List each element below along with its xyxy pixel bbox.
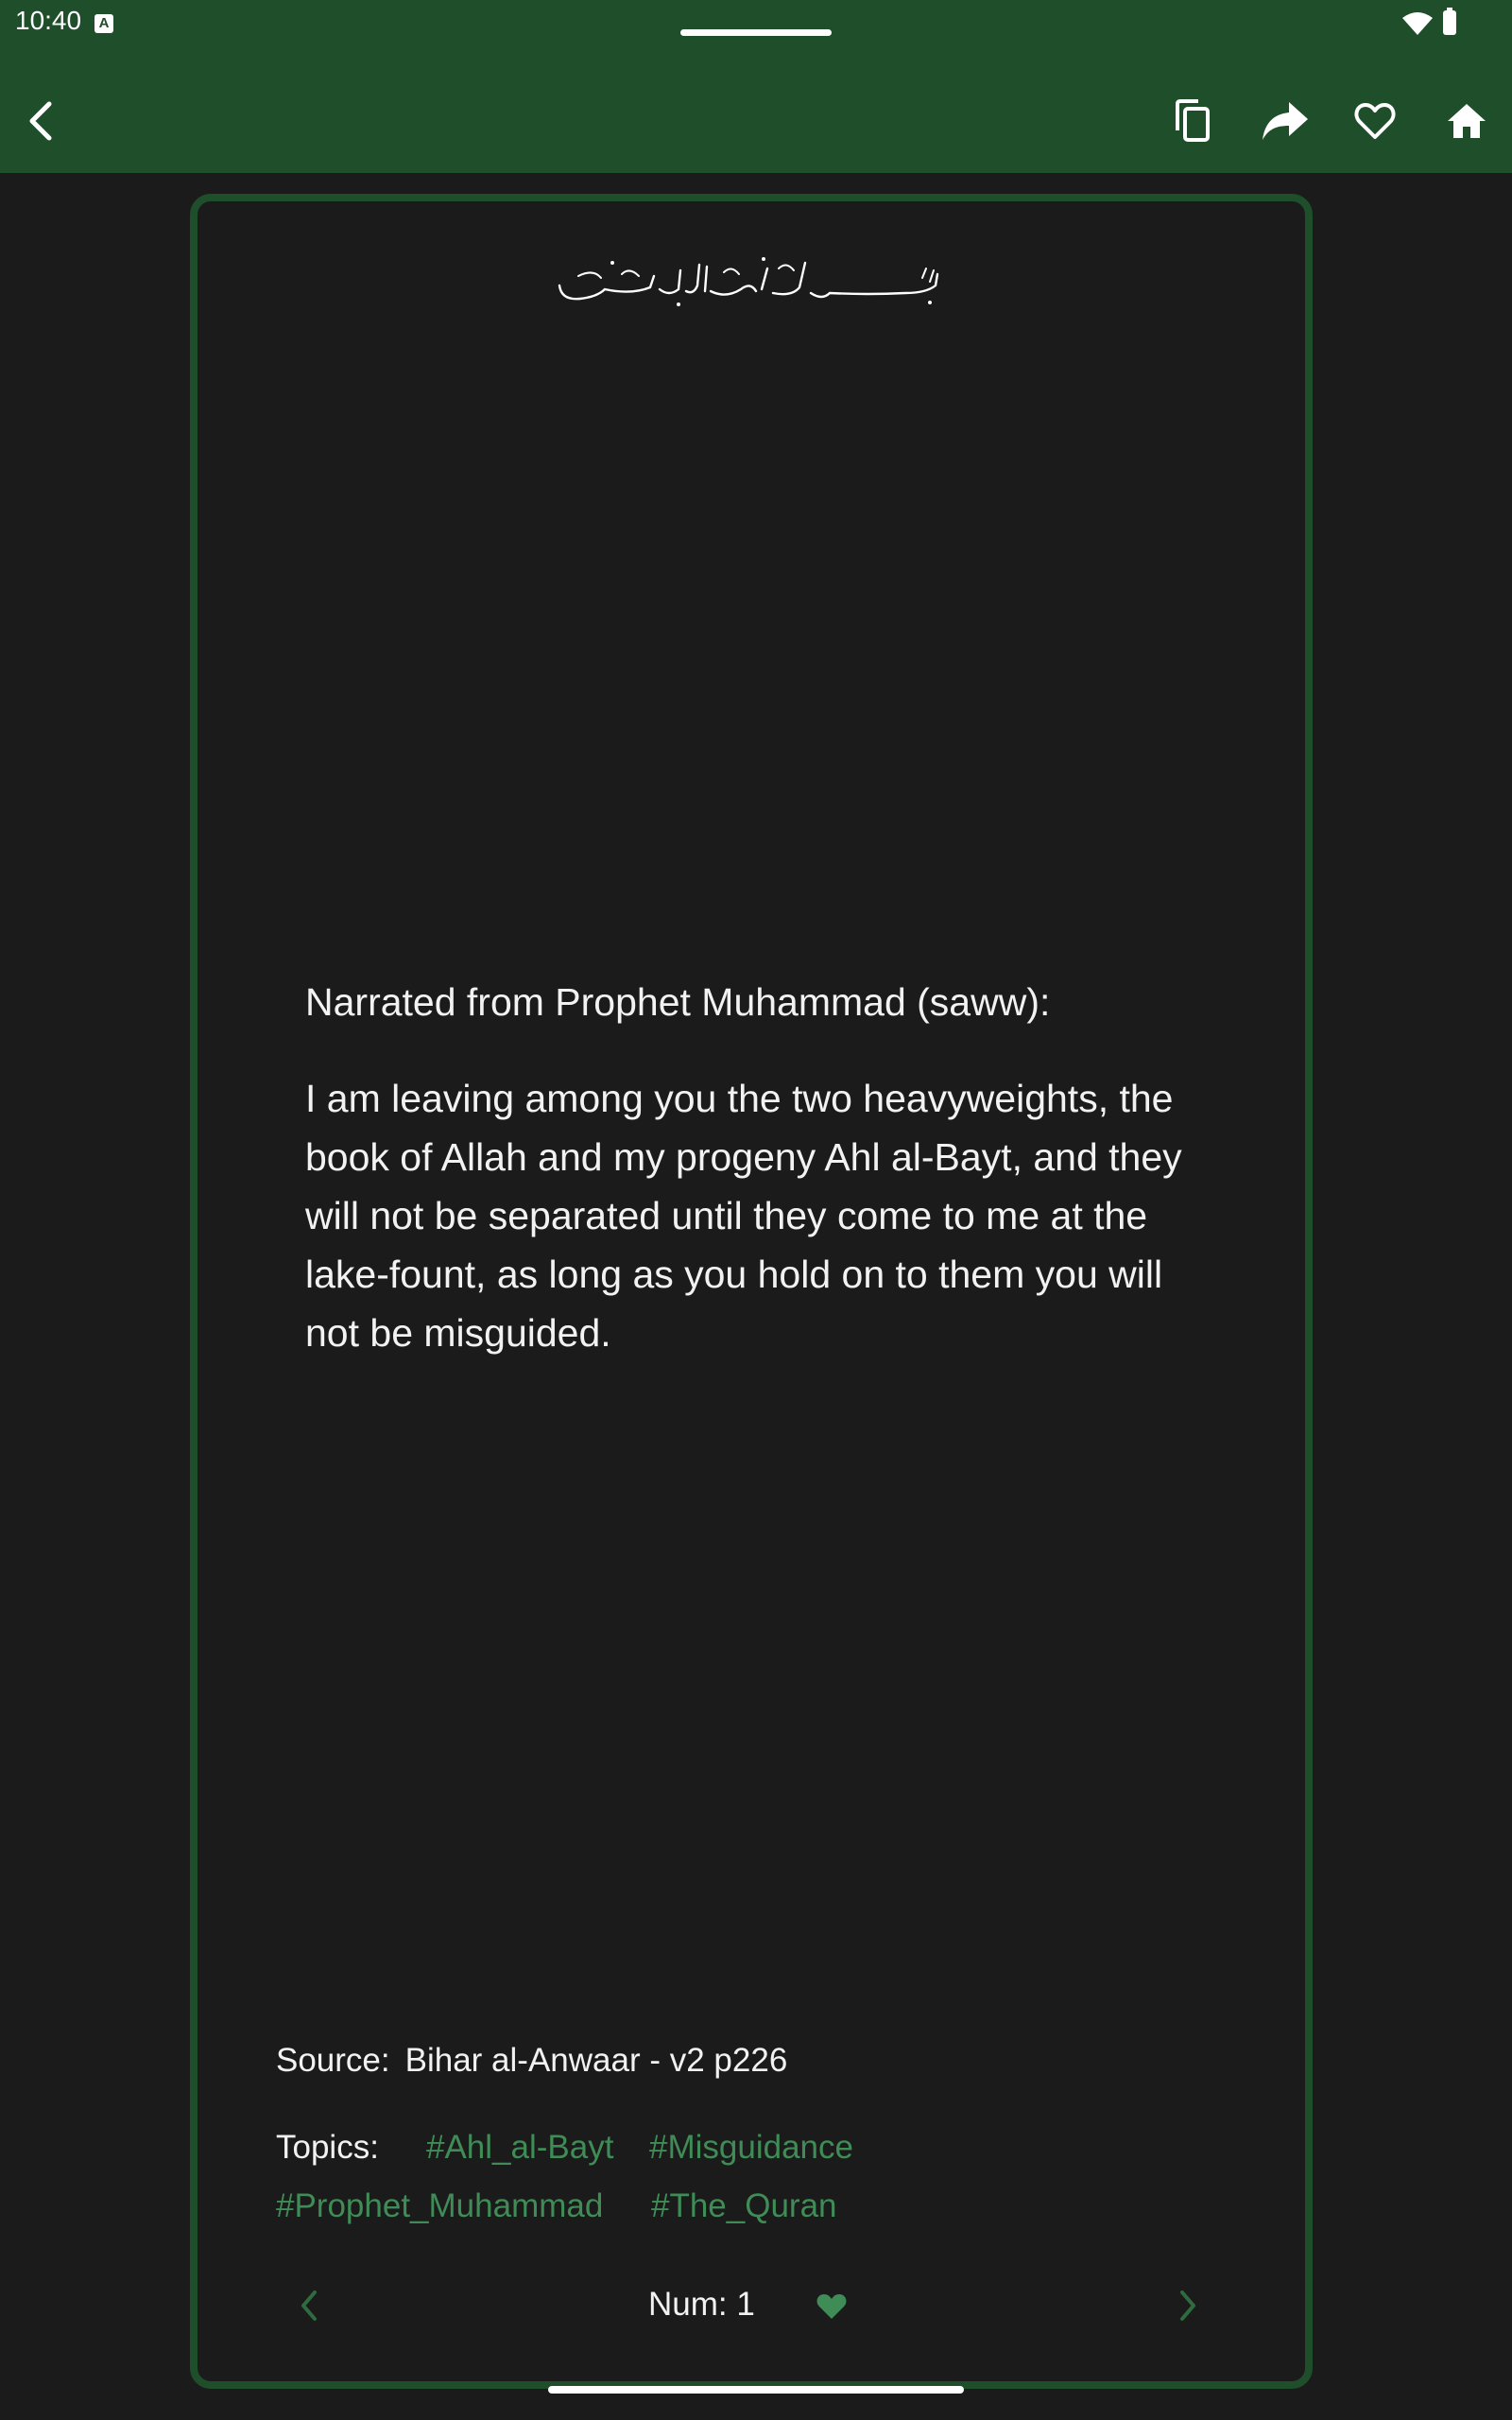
- topic-tag-misguidance[interactable]: #Misguidance: [649, 2129, 853, 2166]
- home-button[interactable]: [1438, 93, 1495, 149]
- hadith-text: I am leaving among you the two heavyweights, the book of Allah and my progeny Ahl al-Bayt, and they will not be separated until they come to me at the lake-fount, as long as you hold on to them you will not be misguided.: [305, 1077, 1182, 1355]
- topic-tag-the-quran[interactable]: #The_Quran: [651, 2187, 837, 2224]
- app-bar: [0, 0, 1512, 173]
- favorite-button[interactable]: [1347, 93, 1403, 149]
- favorite-toggle[interactable]: [811, 2286, 852, 2327]
- back-arrow-icon: [25, 100, 59, 142]
- hadith-number: Num: 1: [648, 2286, 755, 2323]
- topic-tag-prophet-muhammad[interactable]: #Prophet_Muhammad: [276, 2187, 604, 2224]
- source-label: Source:: [276, 2042, 390, 2079]
- home-icon: [1446, 102, 1487, 140]
- back-button[interactable]: [13, 93, 70, 149]
- status-time: 10:40: [15, 6, 82, 35]
- heart-filled-icon: [816, 2292, 848, 2321]
- topics-label: Topics:: [276, 2129, 379, 2166]
- wifi-icon: [1401, 10, 1434, 37]
- battery-icon: [1443, 10, 1456, 35]
- share-button[interactable]: [1257, 93, 1314, 149]
- share-icon: [1261, 100, 1310, 142]
- copy-icon: [1172, 98, 1213, 144]
- topic-tag-ahl-al-bayt[interactable]: #Ahl_al-Bayt: [426, 2129, 614, 2166]
- source-line: [276, 2042, 787, 2080]
- next-hadith-button[interactable]: [1164, 2282, 1211, 2329]
- copy-button[interactable]: [1164, 93, 1221, 149]
- basmala-calligraphy: [556, 248, 947, 312]
- status-pill: [680, 29, 832, 36]
- source-value: Bihar al-Anwaar - v2 p226: [404, 2042, 788, 2079]
- gesture-bar: [548, 2386, 964, 2394]
- previous-hadith-button[interactable]: [285, 2282, 333, 2329]
- heart-outline-icon: [1354, 102, 1396, 140]
- narrator-line: Narrated from Prophet Muhammad (saww):: [305, 980, 1051, 1024]
- status-bar: [0, 0, 1512, 47]
- notification-badge: A: [94, 14, 113, 33]
- chevron-left-icon: [298, 2287, 320, 2325]
- chevron-right-icon: [1177, 2287, 1199, 2325]
